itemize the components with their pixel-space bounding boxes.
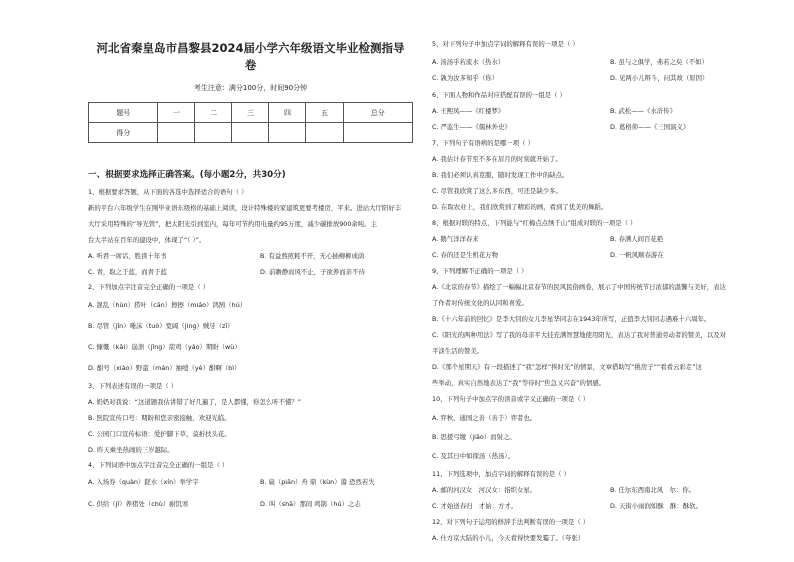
question-3-option-b: B. 医院宣传口号：期盼和您亲密接触，欢迎光临。 [88,414,231,422]
question-9-option-d: D.《那个星期天》有一段描述了“我”怎样“挨时光”的情景，文章借助写“挑房子”“看看云彩走”这 [432,363,702,371]
question-10-stem: 10、下列句子中加点字的读音或字义正确的一项是（ ） [432,395,590,403]
question-12-stem: 12、对下列句子运用的修辞手法判断有误的一项是（ ） [432,518,590,526]
question-7-option-d: D. 在取农业上，我们欣赏到了精彩的画，看到了优美的舞蹈。 [432,203,608,211]
question-8-option-d: D. 一帆风顺春游在 [610,251,664,259]
question-10-option-b: B. 思援弓缴（jiāo）而射之。 [432,433,516,441]
question-2-option-a: A. 混乱（hùn）捞叶（cān）擦擦（miáo）鸿鹄（hú） [88,301,247,309]
question-1-text: 大厅采用特殊的“导光管”，把太阳光引到室内，每年可节约用电量约95万度，减少碳排放900余吨。主 [88,220,377,228]
question-9-option-d-cont: 些举动，真实自然地表达了“我”等待时“焦急又兴奋”的情感。 [432,379,606,387]
exam-notice: 考生注意：满分100分，时间90分钟 [193,84,308,92]
question-4-option-b: B. 扁（piān）舟 鼎（kùn）嚣 恐然若失 [260,478,375,486]
question-1-option-b: B. 有益熬煎耗不开，无心插柳柳成荫 [260,252,365,260]
score-input-cell [343,123,413,143]
question-10-option-c: C. 及其日中如探汤（热汤）。 [432,452,515,460]
question-11-option-b: B. 任尔东西南北风 尔：你。 [610,486,696,494]
question-2-option-d: D. 酣号（xiào）野蛮（mán）抽噎（yè）酣啊（bì） [88,364,241,372]
question-7-option-b: B. 我们必须认真克服，随时发现工作中的缺点。 [432,171,569,179]
score-table-header-row [89,103,413,123]
question-9-option-b: B.《十六年前的回忆》是李大钊的女儿李星华同志在1943年所写，正值李大钊同志遇难十六周年。 [432,315,711,323]
question-5-stem: 5、对下列句子中加点字词的解释有误的一项是（ ） [432,40,579,48]
section-1-heading: 一、根据要求选择正确答案。(每小题2分，共30分) [88,170,286,180]
question-1-text: 新的平台六年级学生在刚毕业语东级格的基础上阅读，设计特殊楼的家建筑更要考楼房，平来。进站大厅阳好丰 [88,204,402,212]
question-11-option-d: D. 天街小雨润如酥 酥：酥软。 [610,502,703,510]
question-5-option-b: B. 虽与之俱学，弗若之矣（不如） [610,58,708,66]
question-1-option-c: C. 青，取之于蓝，而青于蓝 [88,268,167,276]
question-6-stem: 6、下面人物和作品对应搭配有误的一组是（ ） [432,91,566,99]
question-8-option-a: A. 鹅气洋洋春来 [432,235,479,243]
title-line-2: 卷 [244,58,257,72]
document-title [88,40,413,74]
score-cell: 题号 [89,103,158,123]
score-cell: 四 [269,103,306,123]
question-8-option-b: B. 春满人间百花艳 [610,235,664,243]
question-11-option-a: A. 邮的河汉女 河汉女：指织女星。 [432,486,537,494]
question-9-option-a: A.《北京的春节》描绘了一幅幅北京春节的民风民俗画卷，展示了中国传统节日浓郁的温馨与美好，表达 [432,283,726,291]
question-2-stem: 2、下列加点字注音完全正确的一项是（ ） [88,283,210,291]
title-line-1: 河北省秦皇岛市昌黎县2024届小学六年级语文毕业检测指导 [96,41,405,55]
question-9-option-c: C.《阳光的两种用法》写了我的母亲平大挂充满智慧地使用阳光，表达了我对普通劳动者的赞美，以及对 [432,331,727,339]
question-1-stem: 1、根据要求答题，从下面的各选中选择适合的语句（ ） [88,188,248,196]
question-6-option-d: D. 葛格仰——《三国演义》 [610,123,690,131]
question-7-option-c: C. 尽管我欣赏了这么多东西，可还是缺少多。 [432,187,562,195]
question-8-option-c: C. 春的还是生机花万物 [432,251,499,259]
score-cell: 五 [306,103,343,123]
score-table [88,102,413,143]
score-table-score-row [89,123,413,143]
question-2-option-b: B. 尽管（jǐn）唾沫（tuò）宽阔（jìng）贼牙（zī） [88,322,234,330]
score-cell: 三 [232,103,269,123]
question-4-option-a: A. 入场券（quàn）蹉水（xín）举学字 [88,478,199,486]
score-input-cell [306,123,343,143]
question-3-option-d: D. 昨天乘坐热闹的三岁越际。 [88,446,174,454]
question-3-option-a: A. 奶奶对我说：“这道题我估讲错了好几遍了，是人都懂，你怎么听不懂？” [88,398,302,406]
question-6-option-b: B. 武松——《水浒传》 [610,107,676,115]
score-input-cell [269,123,306,143]
question-3-stem: 3、下列表述有误的一项是（ ） [88,382,178,390]
score-cell: 一 [158,103,195,123]
question-9-option-a-cont: 了作者对传统文化的认同和喜爱。 [432,299,528,307]
score-cell: 二 [195,103,232,123]
question-12-option-a: A. 仕方京大陆的小儿，今天看得快要发霉了。（夸张） [432,534,585,542]
question-7-stem: 7、下列句子有语病的是哪一项（ ） [432,139,534,147]
question-7-option-a: A. 我估计春节至不多在眉月的时刻就开始了。 [432,155,562,163]
question-5-option-d: D. 见两小儿辩斗，问其故（原因） [610,74,709,82]
question-6-option-c: C. 严监生——《儒林外史》 [432,123,511,131]
question-3-option-c: C. 公园门口宣传标语：爱护脚下草，莫折扶头花。 [88,430,231,438]
question-8-stem: 8、根据对联的特点，下列能与“红梅点点绣千山”组成对联的一项是（ ） [432,219,637,227]
question-5-option-a: A. 汤汤乎若流水（热水） [432,58,505,66]
question-1-option-a: A. 听君一席话，胜读十年书 [88,252,167,260]
question-11-stem: 11、下列选项中，加点字词的解释有误的是（ ） [432,470,570,478]
score-input-cell [195,123,232,143]
question-4-option-c: C. 供给（jǐ）养猪处（chù）耐饥寒 [88,500,189,508]
question-9-option-c-cont: 平淡生活的赞美。 [432,347,484,355]
question-4-option-d: D. 叫（shā）那间 鸣鹊（hú）之志 [260,500,361,508]
score-cell: 得分 [89,123,158,143]
question-4-stem: 4、下列词语中加点字注音完全正确的一组是（ ） [88,461,229,469]
question-9-stem: 9、下列理解不正确的一项是（ ） [432,267,528,275]
score-input-cell [158,123,195,143]
question-1-option-d: D. 前瞻静而风不止，子欲养而亲不待 [260,268,365,276]
score-input-cell [232,123,269,143]
score-cell: 总分 [343,103,413,123]
question-2-option-c: C. 慷慨（kǎi）崩溃（jǐng）箭鸡（yáo）期盼（wù） [88,343,241,351]
question-5-option-c: C. 孰为汝多知乎（你） [432,74,499,82]
question-6-option-a: A. 王熙凤——《红楼梦》 [432,107,505,115]
question-11-option-c: C. 才始送春归 才始：方才。 [432,502,518,510]
question-10-option-a: A. 弈秋，通国之善（善于）弈者也。 [432,414,537,422]
question-1-text: 台大半站在百年的建设中，体现了“（ ）”。 [88,236,206,244]
